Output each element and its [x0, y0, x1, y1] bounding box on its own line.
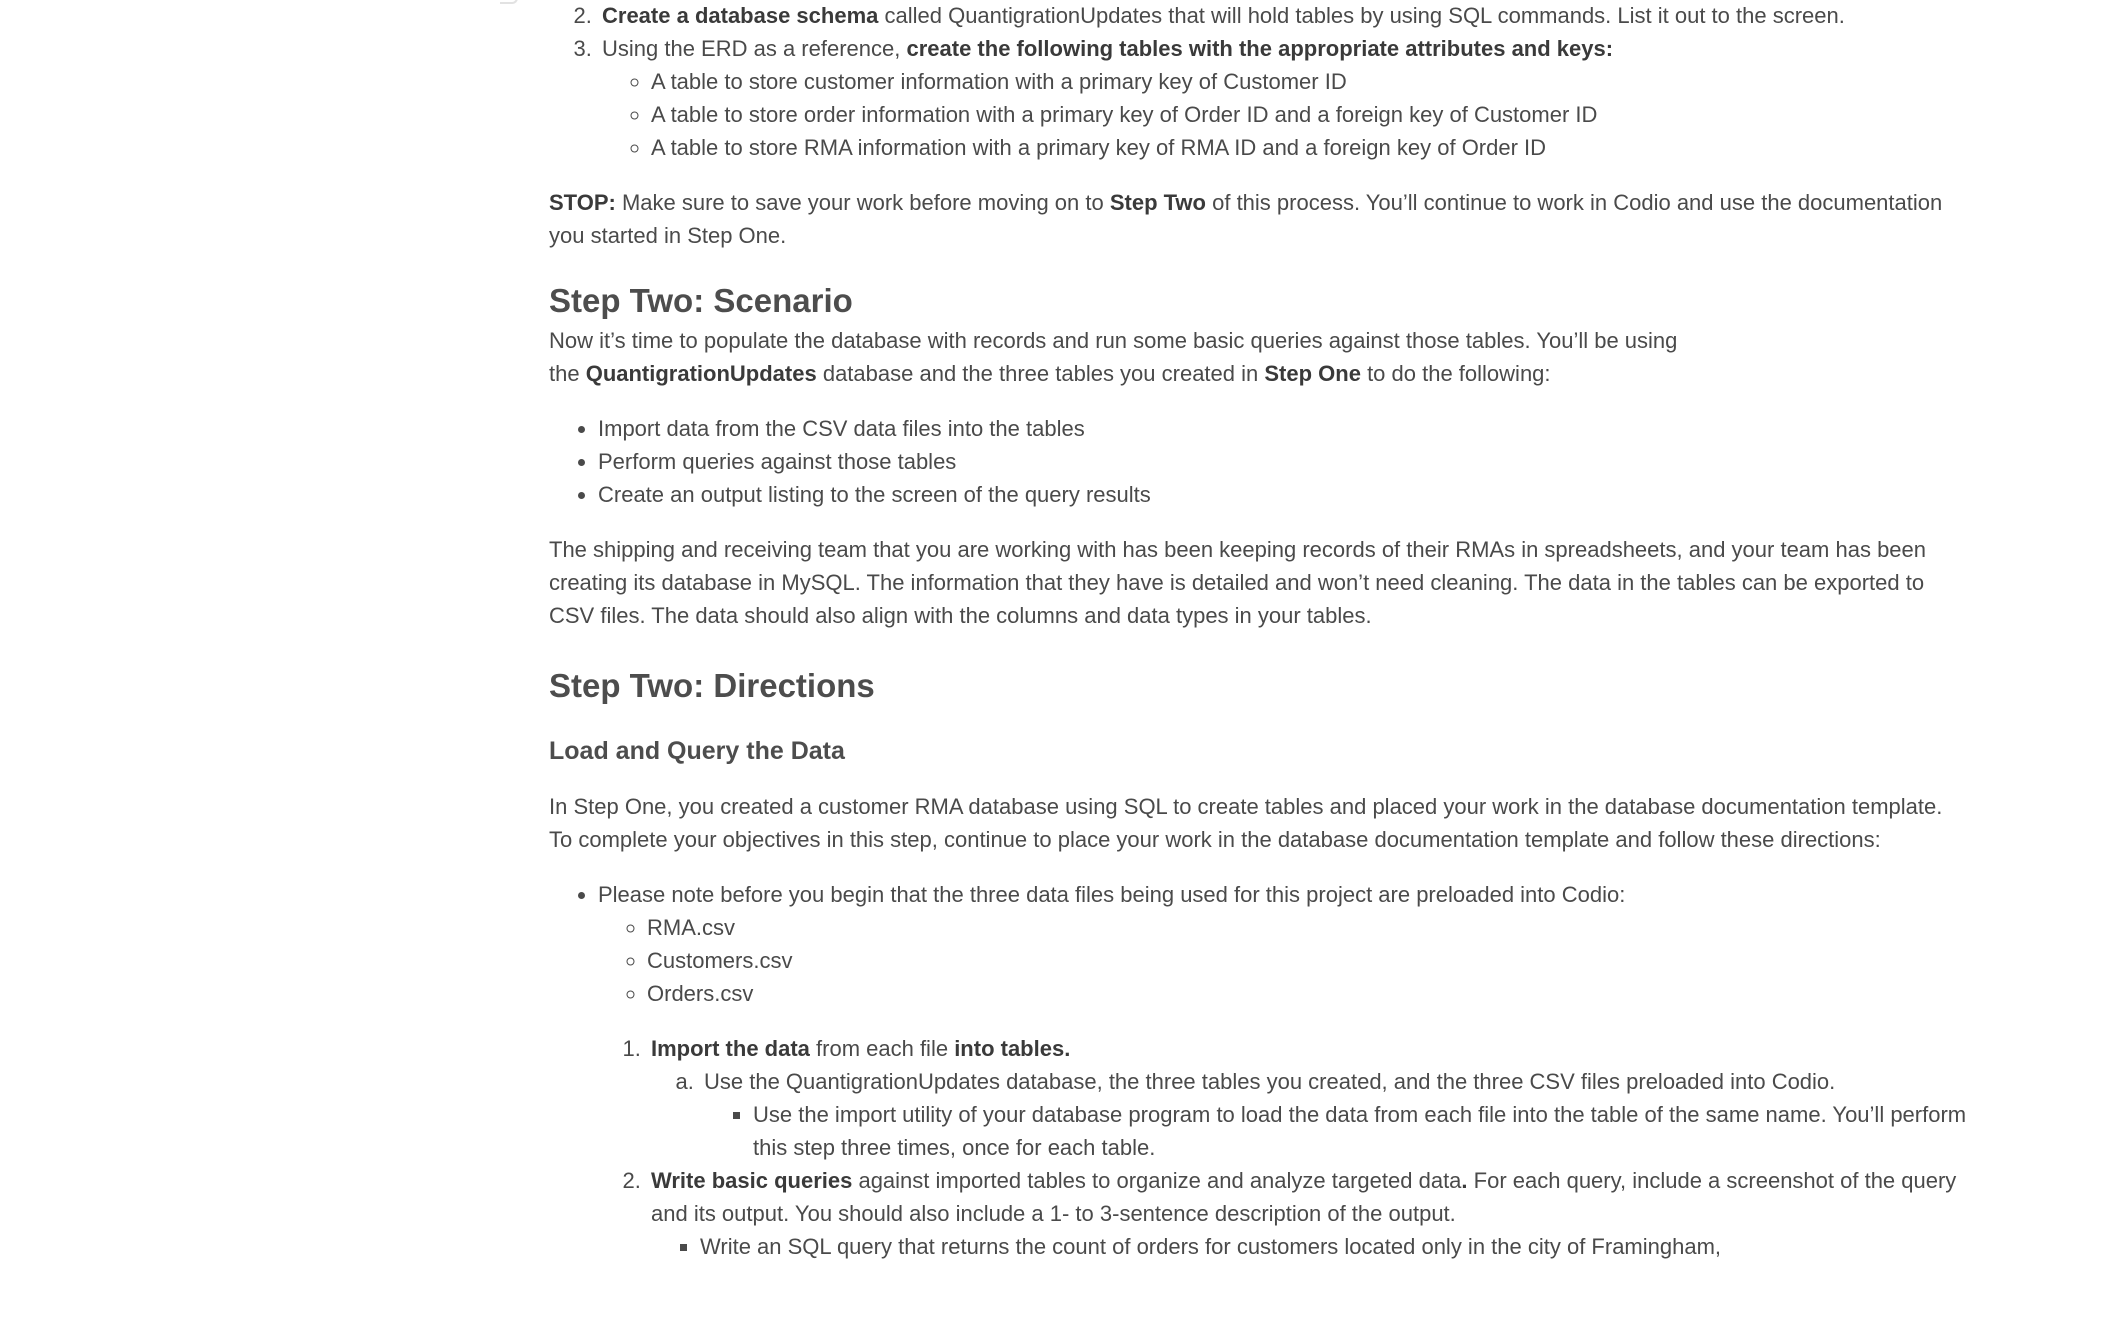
- list-item: • Perform queries against those tables: [598, 445, 1969, 478]
- list-item: ▪ Write an SQL query that returns the count of orders for customers located only in the city of Framingham,: [700, 1230, 1969, 1263]
- scenario-paragraph: The shipping and receiving team that you are working with has been keeping records of their RMAs in spreadsheets, and your team has been creating its database in MySQL. The information that they have is detailed and won’t need cleaning. The data in the tables can be exported to CSV files. The data should also align with the columns and data types in your tables.: [549, 537, 1927, 628]
- list-item: ◦ A table to store customer information with a primary key of Customer ID: [651, 65, 1969, 98]
- list-item: 2. Create a database schema called QuantigrationUpdates that will hold tables by using SQL commands. List it out to the screen.: [598, 0, 1969, 32]
- file-rma-csv: ◦ RMA.csv: [647, 911, 1969, 944]
- load-query-subheading: Load and Query the Data: [549, 737, 845, 765]
- list-item: • Create an output listing to the screen of the query results: [598, 478, 1969, 511]
- directions-heading: Step Two: Directions: [549, 667, 875, 704]
- import-bullets: [704, 1098, 1969, 1164]
- scenario-heading: Step Two: Scenario: [549, 282, 853, 319]
- table-requirements-list: [602, 65, 1969, 164]
- directions-steps: [549, 1032, 1969, 1263]
- directions-intro: In Step One, you created a customer RMA database using SQL to create tables and placed your work in the database documentation template. To complete your objectives in this step, continue to place your work in the database documentation template and follow these directions:: [549, 794, 1943, 852]
- step-one-list: [549, 0, 1969, 164]
- query-bullets: [651, 1230, 1969, 1263]
- list-item: ◦ A table to store order information with a primary key of Order ID and a foreign key of Customer ID: [651, 98, 1969, 131]
- scenario-bullets: [549, 412, 1969, 511]
- list-item: 3. Using the ERD as a reference, create the following tables with the appropriate attributes and keys: ◦ A table to store customer information with a primary key of Customer ID ◦ A table to store order information with a primary key of Order ID and a foreign key of Customer ID ◦ A table to store RMA information with a primary key of RMA ID and a foreign key of Order ID: [598, 32, 1969, 164]
- list-item: ◦ A table to store RMA information with a primary key of RMA ID and a foreign key of Order ID: [651, 131, 1969, 164]
- list-item: • Please note before you begin that the three data files being used for this project are preloaded into Codio: ◦ RMA.csv ◦ Customers.csv ◦ Orders.csv: [598, 878, 1969, 1010]
- stop-note: STOP: Make sure to save your work before moving on to Step Two of this process. You’ll continue to work in Codio and use the documentation you started in Step One.: [549, 190, 1943, 248]
- scroll-edge-mark: [500, 0, 518, 4]
- import-substeps: [651, 1065, 1969, 1164]
- list-item: ▪ Use the import utility of your database program to load the data from each file into the table of the same name. You’ll perform this step three times, once for each table.: [753, 1098, 1969, 1164]
- list-item: 2. Write basic queries against imported tables to organize and analyze targeted data. For each query, include a screenshot of the query and its output. You should also include a 1- to 3-sentence description of the output. ▪ Write an SQL query that returns the count of orders for customers located only in the city of Framingham,: [647, 1164, 1969, 1263]
- file-customers-csv: ◦ Customers.csv: [647, 944, 1969, 977]
- scenario-intro: Now it’s time to populate the database with records and run some basic queries against those tables. You’ll be using the QuantigrationUpdates database and the three tables you created in Step One to do the following:: [549, 328, 1678, 386]
- list-item: • Import data from the CSV data files into the tables: [598, 412, 1969, 445]
- list-item: a. Use the QuantigrationUpdates database, the three tables you created, and the three CSV files preloaded into Codio. ▪ Use the import utility of your database program to load the data from each file into the table of the same name. You’ll perform this step three times, once for each table.: [700, 1065, 1969, 1164]
- document-content: [549, 0, 1969, 1263]
- viewport-bottom-edge: [0, 1262, 2124, 1327]
- list-item: 1. Import the data from each file into tables. a. Use the QuantigrationUpdates database, the three tables you created, and the three CSV files preloaded into Codio. ▪ Use the import utility of your database program to load the data from each file into the table of the same name. You’ll perform this step three times, once for each table.: [647, 1032, 1969, 1164]
- file-list: [598, 911, 1969, 1010]
- preloaded-files-note: [549, 878, 1969, 1010]
- file-orders-csv: ◦ Orders.csv: [647, 977, 1969, 1010]
